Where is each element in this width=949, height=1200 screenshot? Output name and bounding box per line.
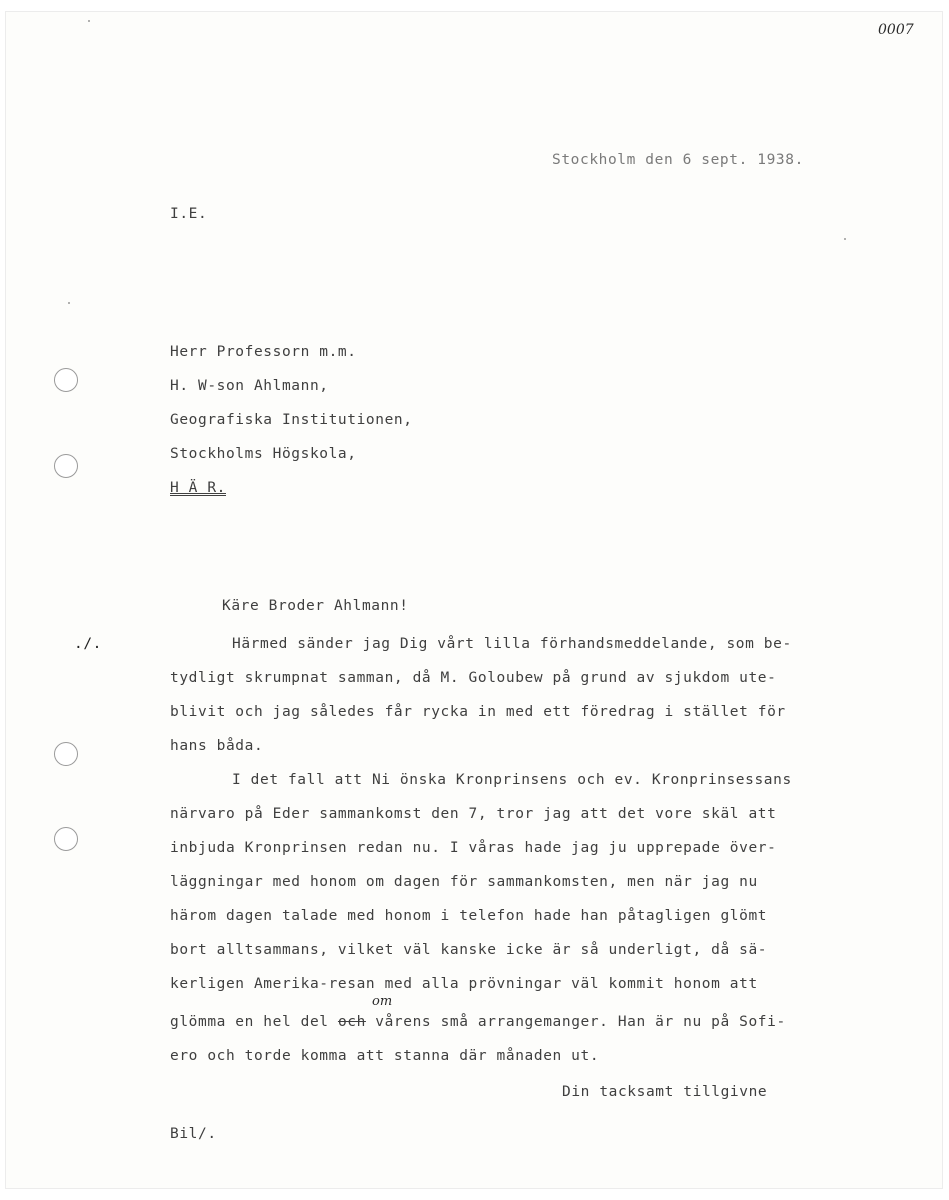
body-line: bort alltsammans, vilket väl kanske icke är så underligt, då sä- (170, 942, 768, 958)
address-line-city: H Ä R. (170, 480, 226, 496)
letter-page (6, 12, 942, 1188)
body-line: Härmed sänder jag Dig vårt lilla förhandsmeddelande, som be- (232, 636, 792, 652)
archive-number: 0007 (878, 22, 914, 38)
handwritten-correction: om (372, 994, 393, 1009)
date-line: Stockholm den 6 sept. 1938. (552, 152, 804, 168)
paper-speck (844, 238, 846, 240)
body-line: I det fall att Ni önska Kronprinsens och ev. Kronprinsessans (232, 772, 792, 788)
body-line (170, 1014, 786, 1030)
body-line: inbjuda Kronprinsen redan nu. I våras hade jag ju upprepade över- (170, 840, 777, 856)
body-line-part: vårens små arrangemanger. Han är nu på Sofi- (365, 1014, 786, 1030)
punch-hole (54, 454, 78, 478)
punch-hole (54, 827, 78, 851)
struck-word: och (337, 1014, 366, 1030)
punch-hole (54, 368, 78, 392)
salutation: Käre Broder Ahlmann! (222, 598, 409, 614)
body-line: hans båda. (170, 738, 264, 754)
body-line: tydligt skrumpnat samman, då M. Goloubew på grund av sjukdom ute- (170, 670, 777, 686)
reference-initials: I.E. (170, 206, 208, 222)
address-line: Stockholms Högskola, (170, 446, 357, 462)
enclosure-note: Bil/. (170, 1126, 217, 1142)
body-line: läggningar med honom om dagen för sammankomsten, men när jag nu (170, 874, 758, 890)
enclosure-margin-mark: ./. (74, 636, 102, 652)
body-line: ero och torde komma att stanna där månaden ut. (170, 1048, 600, 1064)
address-line: H. W-son Ahlmann, (170, 378, 329, 394)
closing: Din tacksamt tillgivne (562, 1084, 768, 1100)
address-line: Herr Professorn m.m. (170, 344, 357, 360)
body-line: härom dagen talade med honom i telefon hade han påtagligen glömt (170, 908, 768, 924)
body-line: blivit och jag således får rycka in med ett föredrag i stället för (170, 704, 786, 720)
body-line: närvaro på Eder sammankomst den 7, tror jag att det vore skäl att (170, 806, 777, 822)
body-line: kerligen Amerika-resan med alla prövningar väl kommit honom att (170, 976, 758, 992)
body-line-part: glömma en hel del (170, 1014, 338, 1030)
punch-hole (54, 742, 78, 766)
paper-speck (88, 20, 90, 22)
address-line: Geografiska Institutionen, (170, 412, 413, 428)
paper-speck (68, 302, 70, 304)
